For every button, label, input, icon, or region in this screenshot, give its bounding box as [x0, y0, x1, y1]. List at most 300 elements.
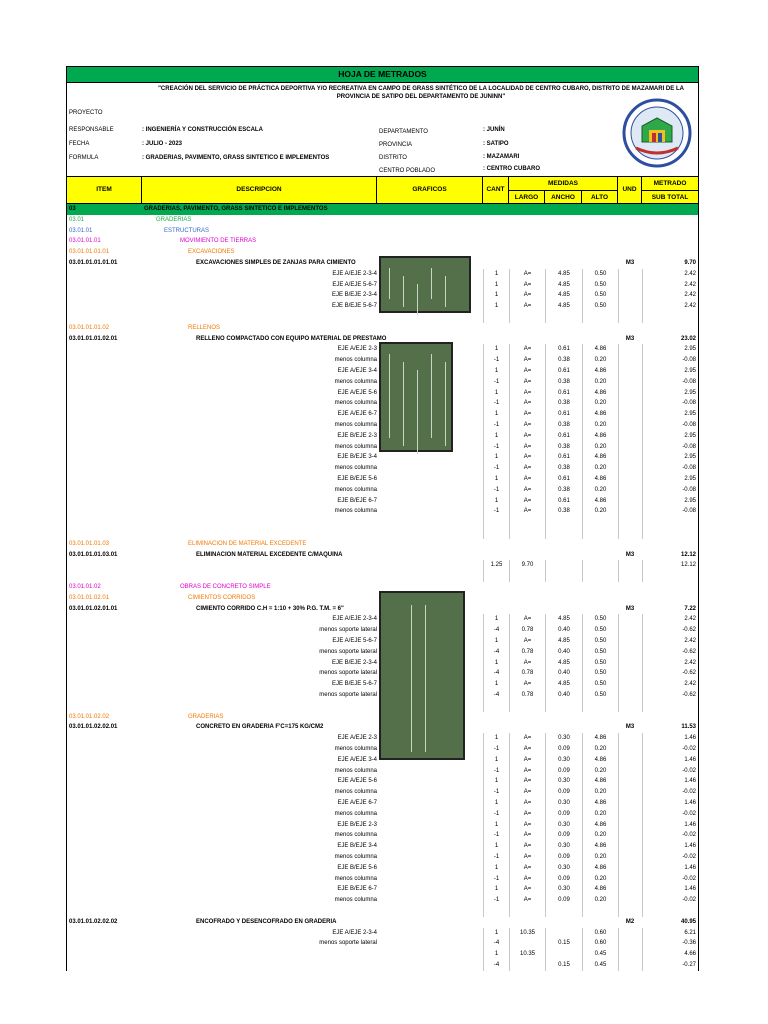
metrados-table-body	[66, 204, 699, 971]
detail-cant: 1	[483, 755, 509, 766]
detail-row	[67, 463, 698, 474]
detail-ancho: 0.09	[545, 766, 582, 777]
detail-row	[67, 960, 698, 971]
detail-row	[67, 766, 698, 777]
detail-ancho: 0.61	[545, 409, 582, 420]
detail-ancho: 0.30	[545, 776, 582, 787]
detail-alto: 0.20	[582, 506, 618, 517]
detail-subtotal: 2.95	[642, 474, 696, 485]
detail-largo: A=	[509, 290, 545, 301]
detail-ancho: 0.30	[545, 841, 582, 852]
detail-und	[618, 474, 642, 485]
detail-largo: A=	[509, 614, 545, 625]
detail-cant: -1	[483, 744, 509, 755]
empty-cell	[618, 571, 642, 582]
detail-ancho: 4.85	[545, 290, 582, 301]
item-code: 03.01.01.01.02	[69, 324, 110, 331]
group-row	[67, 226, 698, 237]
detail-cant: -4	[483, 647, 509, 658]
detail-cant: 1	[483, 614, 509, 625]
detail-row	[67, 798, 698, 809]
detail-subtotal: 2.42	[642, 679, 696, 690]
detail-largo: A=	[509, 863, 545, 874]
detail-ancho: 0.38	[545, 377, 582, 388]
detail-reference: menos soporte lateral	[319, 692, 377, 698]
detail-cant: -1	[483, 485, 509, 496]
detail-und	[618, 280, 642, 291]
detail-largo: 0.78	[509, 647, 545, 658]
empty-row	[67, 528, 698, 539]
detail-largo: A=	[509, 420, 545, 431]
detail-largo: A=	[509, 658, 545, 669]
detail-row	[67, 863, 698, 874]
detail-alto: 0.20	[582, 787, 618, 798]
detail-cant: -4	[483, 960, 509, 971]
detail-und	[618, 798, 642, 809]
detail-alto: 4.86	[582, 452, 618, 463]
detail-alto: 4.86	[582, 496, 618, 507]
detail-largo: A=	[509, 733, 545, 744]
detail-subtotal: -0.08	[642, 506, 696, 517]
detail-largo: A=	[509, 841, 545, 852]
detail-reference: EJE A/EJE 3-4	[337, 368, 377, 374]
structural-drawing-icon	[379, 256, 471, 313]
detail-alto: 0.20	[582, 398, 618, 409]
empty-cell	[509, 517, 545, 528]
detail-reference: EJE A/EJE 2-3	[337, 735, 377, 742]
detail-ancho	[545, 928, 582, 939]
item-unit: M2	[625, 918, 635, 925]
detail-alto: 0.20	[582, 830, 618, 841]
detail-row	[67, 895, 698, 906]
item-code: 03.01.01.01	[69, 238, 101, 245]
col-item-header: ITEM	[67, 177, 142, 203]
detail-ancho: 0.30	[545, 755, 582, 766]
detail-row	[67, 452, 698, 463]
detail-alto: 4.86	[582, 776, 618, 787]
item-description: EXCAVACIONES SIMPLES DE ZANJAS PARA CIMIENTO	[196, 260, 356, 266]
centro-poblado-label: CENTRO POBLADO	[379, 168, 436, 174]
detail-alto: 4.86	[582, 366, 618, 377]
detail-alto: 0.20	[582, 420, 618, 431]
detail-largo: A=	[509, 280, 545, 291]
departamento-label: DEPARTAMENTO	[379, 129, 428, 135]
detail-subtotal: 2.95	[642, 431, 696, 442]
empty-cell	[483, 517, 509, 528]
detail-ancho: 0.09	[545, 830, 582, 841]
detail-subtotal: -0.08	[642, 442, 696, 453]
detail-ancho: 0.61	[545, 496, 582, 507]
detail-cant: 1	[483, 280, 509, 291]
detail-und	[618, 852, 642, 863]
detail-ancho: 0.40	[545, 668, 582, 679]
detail-subtotal: -0.02	[642, 766, 696, 777]
detail-ancho	[545, 560, 582, 571]
detail-reference: EJE A/EJE 6-7	[337, 411, 377, 418]
project-info	[66, 83, 699, 176]
detail-und	[618, 928, 642, 939]
detail-cant: 1	[483, 301, 509, 312]
detail-cant: 1	[483, 798, 509, 809]
detail-cant: 1	[483, 474, 509, 485]
detail-subtotal: 2.95	[642, 366, 696, 377]
detail-largo: A=	[509, 355, 545, 366]
detail-alto: 4.86	[582, 409, 618, 420]
detail-ancho: 0.38	[545, 463, 582, 474]
empty-cell	[642, 517, 696, 528]
detail-reference: EJE A/EJE 5-6-7	[332, 281, 377, 288]
detail-alto: 0.45	[582, 960, 618, 971]
detail-largo: A=	[509, 798, 545, 809]
detail-largo: A=	[509, 344, 545, 355]
detail-cant: 1	[483, 431, 509, 442]
detail-alto: 0.50	[582, 679, 618, 690]
detail-reference: EJE B/EJE 2-3	[337, 432, 377, 439]
detail-reference: menos columna	[334, 746, 377, 752]
detail-alto: 0.50	[582, 614, 618, 625]
detail-ancho: 0.30	[545, 884, 582, 895]
col-cant-header: CANT	[483, 177, 509, 203]
detail-ancho: 0.61	[545, 474, 582, 485]
detail-und	[618, 269, 642, 280]
detail-cant: -1	[483, 355, 509, 366]
item-subtotal: 11.53	[681, 724, 696, 731]
col-ancho-header: ANCHO	[545, 190, 582, 203]
detail-row	[67, 852, 698, 863]
detail-alto: 0.20	[582, 463, 618, 474]
detail-und	[618, 496, 642, 507]
detail-reference: EJE B/EJE 6-7	[337, 886, 377, 893]
item-description: RELLENO COMPACTADO CON EQUIPO MATERIAL DE PRESTAMO	[196, 335, 387, 342]
detail-und	[618, 301, 642, 312]
item-code: 03.01.01	[69, 227, 93, 234]
item-code: 03.01.01.02.01	[69, 594, 110, 601]
detail-subtotal: 2.42	[642, 636, 696, 647]
detail-largo: 10.35	[509, 928, 545, 939]
detail-reference: EJE B/EJE 5-6-7	[331, 681, 377, 688]
detail-und	[618, 625, 642, 636]
detail-reference: menos columna	[334, 508, 377, 515]
empty-cell	[582, 701, 618, 712]
detail-ancho: 0.09	[545, 895, 582, 906]
detail-ancho: 0.38	[545, 420, 582, 431]
item-row	[67, 550, 698, 561]
empty-cell	[545, 517, 582, 528]
detail-row	[67, 928, 698, 939]
detail-alto: 4.86	[582, 841, 618, 852]
responsable-value: : INGENIERÍA Y CONSTRUCCIÓN ESCALA	[142, 127, 263, 133]
detail-und	[618, 787, 642, 798]
detail-und	[618, 960, 642, 971]
detail-cant: -1	[483, 895, 509, 906]
detail-und	[618, 506, 642, 517]
detail-largo: A=	[509, 820, 545, 831]
detail-largo	[509, 960, 545, 971]
detail-ancho: 0.38	[545, 485, 582, 496]
item-description: GRADERIAS	[156, 216, 192, 223]
item-code: 03.01.01.02.02	[69, 713, 110, 720]
item-description: EXCAVACIONES	[188, 249, 235, 256]
empty-cell	[618, 906, 642, 917]
item-description: GRADERIAS	[188, 713, 224, 720]
item-code: 03.01	[69, 216, 85, 223]
detail-cant: -1	[483, 766, 509, 777]
formula-value: : GRADERIAS, PAVIMENTO, GRASS SINTETICO E IMPLEMENTOS	[142, 155, 330, 161]
empty-cell	[483, 571, 509, 582]
empty-cell	[642, 906, 696, 917]
detail-cant: 1	[483, 658, 509, 669]
detail-und	[618, 668, 642, 679]
detail-ancho	[545, 949, 582, 960]
detail-largo: A=	[509, 874, 545, 885]
sheet-title: HOJA DE METRADOS	[66, 66, 699, 83]
detail-subtotal: 2.95	[642, 496, 696, 507]
empty-cell	[642, 701, 696, 712]
detail-row	[67, 830, 698, 841]
detail-cant: 1	[483, 776, 509, 787]
detail-largo	[509, 938, 545, 949]
item-unit: M3	[625, 724, 635, 731]
item-unit: M3	[625, 551, 635, 558]
detail-und	[618, 647, 642, 658]
detail-subtotal: -0.02	[642, 895, 696, 906]
detail-reference: EJE A/EJE 5-6-7	[332, 638, 377, 644]
detail-subtotal: -0.27	[642, 960, 696, 971]
detail-largo: 0.78	[509, 625, 545, 636]
detail-ancho: 0.09	[545, 744, 582, 755]
detail-cant: 1	[483, 636, 509, 647]
detail-largo: A=	[509, 398, 545, 409]
detail-und	[618, 820, 642, 831]
item-description: ELIMINACION DE MATERIAL EXCEDENTE	[188, 540, 307, 547]
col-und-header: UND	[618, 177, 642, 203]
detail-subtotal: 4.66	[642, 949, 696, 960]
detail-alto: 0.50	[582, 647, 618, 658]
detail-reference: menos columna	[334, 832, 377, 839]
detail-ancho: 4.85	[545, 614, 582, 625]
detail-und	[618, 388, 642, 399]
detail-alto: 0.50	[582, 668, 618, 679]
detail-und	[618, 442, 642, 453]
detail-und	[618, 733, 642, 744]
detail-cant: 1	[483, 863, 509, 874]
detail-ancho: 4.85	[545, 636, 582, 647]
detail-und	[618, 863, 642, 874]
item-code: 03.01.01.01.03	[69, 540, 110, 547]
detail-subtotal: -0.02	[642, 852, 696, 863]
detail-subtotal: -0.08	[642, 377, 696, 388]
detail-und	[618, 766, 642, 777]
detail-cant: -1	[483, 830, 509, 841]
detail-ancho: 0.40	[545, 690, 582, 701]
detail-subtotal: 2.42	[642, 290, 696, 301]
detail-und	[618, 398, 642, 409]
detail-subtotal: -0.36	[642, 938, 696, 949]
detail-subtotal: -0.02	[642, 874, 696, 885]
detail-subtotal: 6.21	[642, 928, 696, 939]
detail-alto: 0.50	[582, 290, 618, 301]
detail-und	[618, 636, 642, 647]
detail-und	[618, 949, 642, 960]
structural-drawing-icon	[379, 342, 453, 452]
detail-cant: 1.25	[483, 560, 509, 571]
detail-subtotal: 2.42	[642, 614, 696, 625]
detail-alto: 0.45	[582, 949, 618, 960]
detail-cant: 1	[483, 841, 509, 852]
detail-reference: EJE B/EJE 2-3	[337, 821, 377, 828]
detail-cant: -1	[483, 787, 509, 798]
detail-alto: 0.20	[582, 442, 618, 453]
item-unit: M3	[625, 605, 635, 612]
detail-subtotal: 2.95	[642, 452, 696, 463]
detail-row	[67, 787, 698, 798]
detail-reference: menos columna	[334, 875, 377, 882]
detail-und	[618, 895, 642, 906]
empty-cell	[483, 528, 509, 539]
detail-alto: 4.86	[582, 798, 618, 809]
detail-reference: menos columna	[334, 486, 377, 493]
empty-cell	[618, 312, 642, 323]
detail-largo: A=	[509, 787, 545, 798]
detail-subtotal: 2.42	[642, 301, 696, 312]
detail-alto: 0.50	[582, 658, 618, 669]
detail-subtotal: 2.95	[642, 409, 696, 420]
detail-reference	[147, 949, 377, 960]
detail-largo: A=	[509, 884, 545, 895]
detail-subtotal: 2.42	[642, 280, 696, 291]
detail-ancho: 0.30	[545, 733, 582, 744]
detail-cant: -4	[483, 668, 509, 679]
detail-largo: A=	[509, 755, 545, 766]
item-code: 03	[69, 206, 76, 212]
empty-cell	[509, 906, 545, 917]
detail-cant: 1	[483, 679, 509, 690]
detail-cant: -1	[483, 506, 509, 517]
detail-cant: 1	[483, 290, 509, 301]
detail-und	[618, 485, 642, 496]
detail-alto: 4.86	[582, 388, 618, 399]
detail-cant: 1	[483, 409, 509, 420]
detail-row	[67, 809, 698, 820]
detail-reference: menos soporte lateral	[319, 940, 377, 947]
empty-cell	[509, 701, 545, 712]
empty-cell	[582, 528, 618, 539]
detail-alto: 0.20	[582, 377, 618, 388]
detail-cant: 1	[483, 388, 509, 399]
table-header	[66, 176, 699, 204]
detail-subtotal: 2.42	[642, 269, 696, 280]
detail-subtotal: -0.08	[642, 420, 696, 431]
detail-row	[67, 938, 698, 949]
detail-subtotal: 2.42	[642, 658, 696, 669]
proyecto-label: PROYECTO	[69, 110, 103, 116]
detail-reference: EJE A/EJE 3-4	[337, 756, 377, 763]
detail-und	[618, 809, 642, 820]
empty-cell	[483, 701, 509, 712]
detail-und	[618, 776, 642, 787]
detail-subtotal: 1.46	[642, 863, 696, 874]
detail-row	[67, 949, 698, 960]
detail-subtotal: -0.62	[642, 668, 696, 679]
detail-cant: -1	[483, 377, 509, 388]
detail-reference: EJE A/EJE 2-3-4	[332, 616, 377, 623]
empty-cell	[483, 906, 509, 917]
col-metrado-header: METRADO	[653, 180, 687, 187]
detail-reference: EJE B/EJE 2-3-4	[331, 292, 377, 299]
detail-subtotal: 1.46	[642, 776, 696, 787]
detail-reference: EJE B/EJE 3-4	[337, 843, 377, 850]
detail-subtotal: -0.08	[642, 355, 696, 366]
detail-row	[67, 884, 698, 895]
detail-ancho: 0.09	[545, 787, 582, 798]
detail-alto: 0.20	[582, 852, 618, 863]
empty-cell	[642, 528, 696, 539]
detail-ancho: 0.61	[545, 431, 582, 442]
detail-ancho: 0.38	[545, 398, 582, 409]
detail-und	[618, 938, 642, 949]
detail-reference: menos columna	[334, 767, 377, 774]
empty-cell	[582, 571, 618, 582]
detail-reference: menos soporte lateral	[319, 670, 377, 677]
detail-row	[67, 841, 698, 852]
item-row	[67, 917, 698, 928]
detail-cant: -4	[483, 690, 509, 701]
detail-reference: menos columna	[334, 789, 377, 796]
detail-subtotal: 1.46	[642, 884, 696, 895]
detail-ancho: 0.38	[545, 355, 582, 366]
detail-largo: A=	[509, 431, 545, 442]
detail-largo: 10.35	[509, 949, 545, 960]
detail-reference: menos columna	[334, 357, 377, 364]
detail-alto: 0.60	[582, 938, 618, 949]
detail-subtotal: -0.08	[642, 398, 696, 409]
detail-reference	[147, 560, 377, 571]
item-description: GRADERIAS, PAVIMENTO, GRASS SINTETICO E IMPLEMENTOS	[144, 206, 328, 212]
distrito-value: : MAZAMARI	[483, 154, 520, 160]
item-code: 03.01.01.01.01.01	[69, 260, 118, 266]
detail-cant: -1	[483, 420, 509, 431]
detail-subtotal: -0.02	[642, 809, 696, 820]
col-graficos-header: GRAFICOS	[377, 177, 483, 203]
detail-und	[618, 560, 642, 571]
detail-reference: EJE A/EJE 2-3-4	[332, 270, 377, 277]
provincia-value: : SATIPO	[483, 141, 509, 147]
detail-subtotal: 1.46	[642, 820, 696, 831]
detail-alto: 0.20	[582, 874, 618, 885]
detail-cant: -1	[483, 442, 509, 453]
detail-reference: menos columna	[334, 378, 377, 385]
detail-ancho: 0.61	[545, 452, 582, 463]
detail-subtotal: 1.46	[642, 841, 696, 852]
detail-largo: A=	[509, 485, 545, 496]
detail-subtotal: 2.95	[642, 388, 696, 399]
detail-row	[67, 874, 698, 885]
detail-reference: menos columna	[334, 443, 377, 450]
detail-und	[618, 355, 642, 366]
detail-reference: menos soporte lateral	[319, 648, 377, 655]
detail-alto: 0.60	[582, 928, 618, 939]
detail-alto: 0.20	[582, 766, 618, 777]
detail-alto: 0.20	[582, 485, 618, 496]
empty-cell	[582, 312, 618, 323]
item-description: CIMIENTOS CORRIDOS	[188, 594, 256, 601]
detail-alto: 4.86	[582, 863, 618, 874]
detail-alto: 4.86	[582, 884, 618, 895]
detail-und	[618, 420, 642, 431]
detail-reference: EJE B/EJE 5-6	[337, 476, 377, 482]
detail-subtotal: -0.62	[642, 647, 696, 658]
detail-ancho: 0.15	[545, 938, 582, 949]
